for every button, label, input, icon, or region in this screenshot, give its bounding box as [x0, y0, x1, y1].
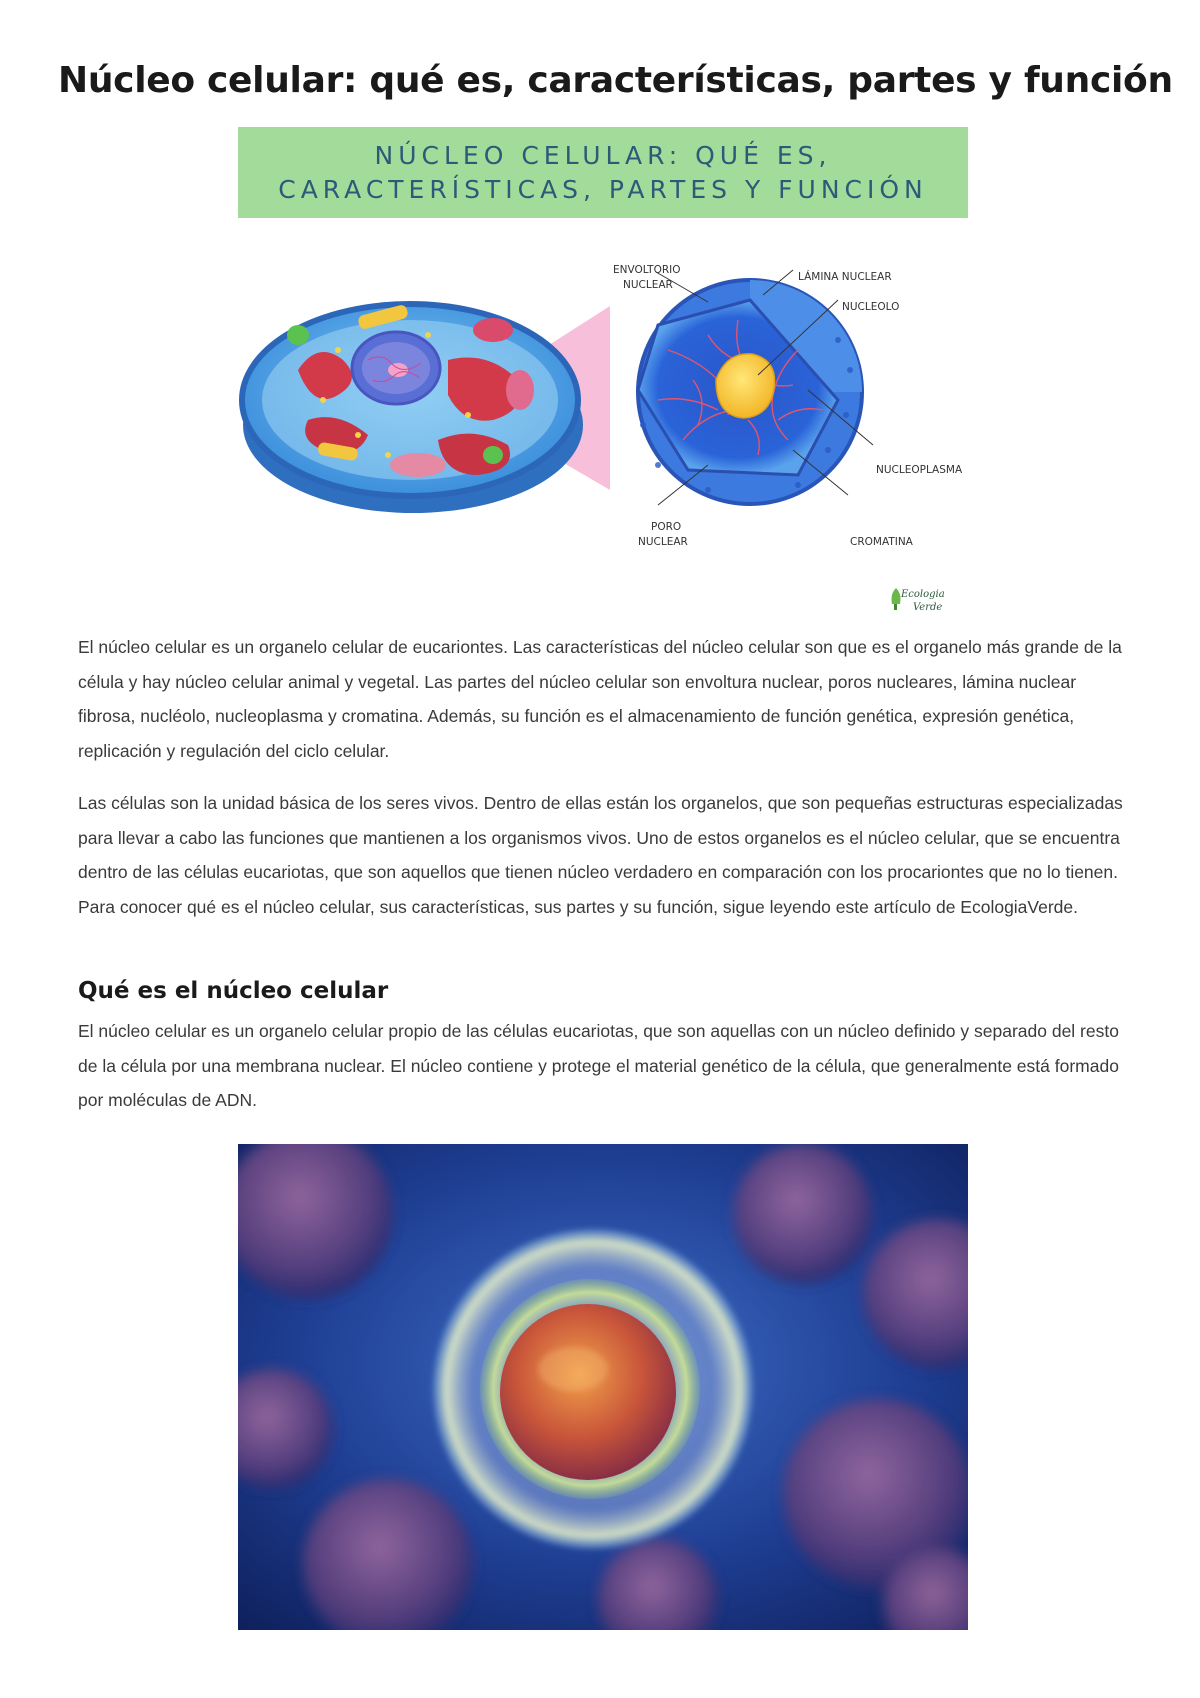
enlarged-nucleus-illustration	[638, 280, 862, 504]
label-poro-line-2: NUCLEAR	[638, 536, 688, 548]
label-nucleolo: NUCLEOLO	[842, 301, 900, 313]
cell-nucleus-photo	[238, 1144, 968, 1630]
banner-line-2: CARACTERÍSTICAS, PARTES Y FUNCIÓN	[278, 174, 928, 204]
eukaryotic-cell-illustration	[242, 304, 583, 513]
section-body-que-es: El núcleo celular es un organelo celular propio de las células eucariotas, que son aquellas con un núcleo definido y separado del resto de la célula por una membrana nuclear. El núcleo contiene y protege el material genético de la célula, que generalmente está formado por moléculas de ADN.	[78, 1021, 1119, 1110]
context-paragraph: Las células son la unidad básica de los seres vivos. Dentro de ellas están los organelos, que son pequeñas estructuras especializadas para llevar a cabo las funciones que mantienen a los organismos vivos. Uno de estos organelos es el núcleo celular, que se encuentra dentro de las células eucariotas, que son aquellos que tienen núcleo verdadero en comparación con los procariontes que no lo tienen. Para conocer qué es el núcleo celular, sus características, sus partes y su función, sigue leyendo este artículo de EcologiaVerde.	[78, 793, 1123, 917]
ecologiaverde-logo	[892, 588, 945, 613]
title-banner	[238, 127, 968, 218]
label-envoltorio-line-2: NUCLEAR	[623, 279, 673, 291]
label-poro-line-1: PORO	[651, 521, 682, 533]
cell-nucleus-3d-render	[238, 1144, 968, 1630]
svg-text:Verde: Verde	[913, 602, 943, 613]
banner-line-1: NÚCLEO CELULAR: QUÉ ES,	[374, 140, 832, 170]
nucleus-core	[500, 1304, 676, 1480]
page-title: Núcleo celular: qué es, características, partes y función	[58, 60, 1173, 101]
label-lamina-nuclear: LÁMINA NUCLEAR	[798, 271, 892, 283]
cell-diagram-illustration	[238, 240, 968, 615]
section-heading-que-es: Qué es el núcleo celular	[78, 978, 389, 1004]
label-nucleoplasma: NUCLEOPLASMA	[876, 464, 963, 476]
intro-paragraph: El núcleo celular es un organelo celular de eucariontes. Las características del núcleo celular son que es el organelo más grande de la célula y hay núcleo celular animal y vegetal. Las partes del núcleo celular son envoltura nuclear, poros nucleares, lámina nuclear fibrosa, nucléolo, nucleoplasma y cromatina. Además, su función es el almacenamiento de función genética, expresión genética, replicación y regulación del ciclo celular.	[78, 637, 1122, 761]
label-cromatina: CROMATINA	[850, 536, 913, 548]
label-envoltorio-line-1: ENVOLTORIO	[613, 264, 681, 276]
cell-nucleus-diagram	[238, 240, 968, 615]
svg-text:Ecologia: Ecologia	[901, 589, 945, 600]
